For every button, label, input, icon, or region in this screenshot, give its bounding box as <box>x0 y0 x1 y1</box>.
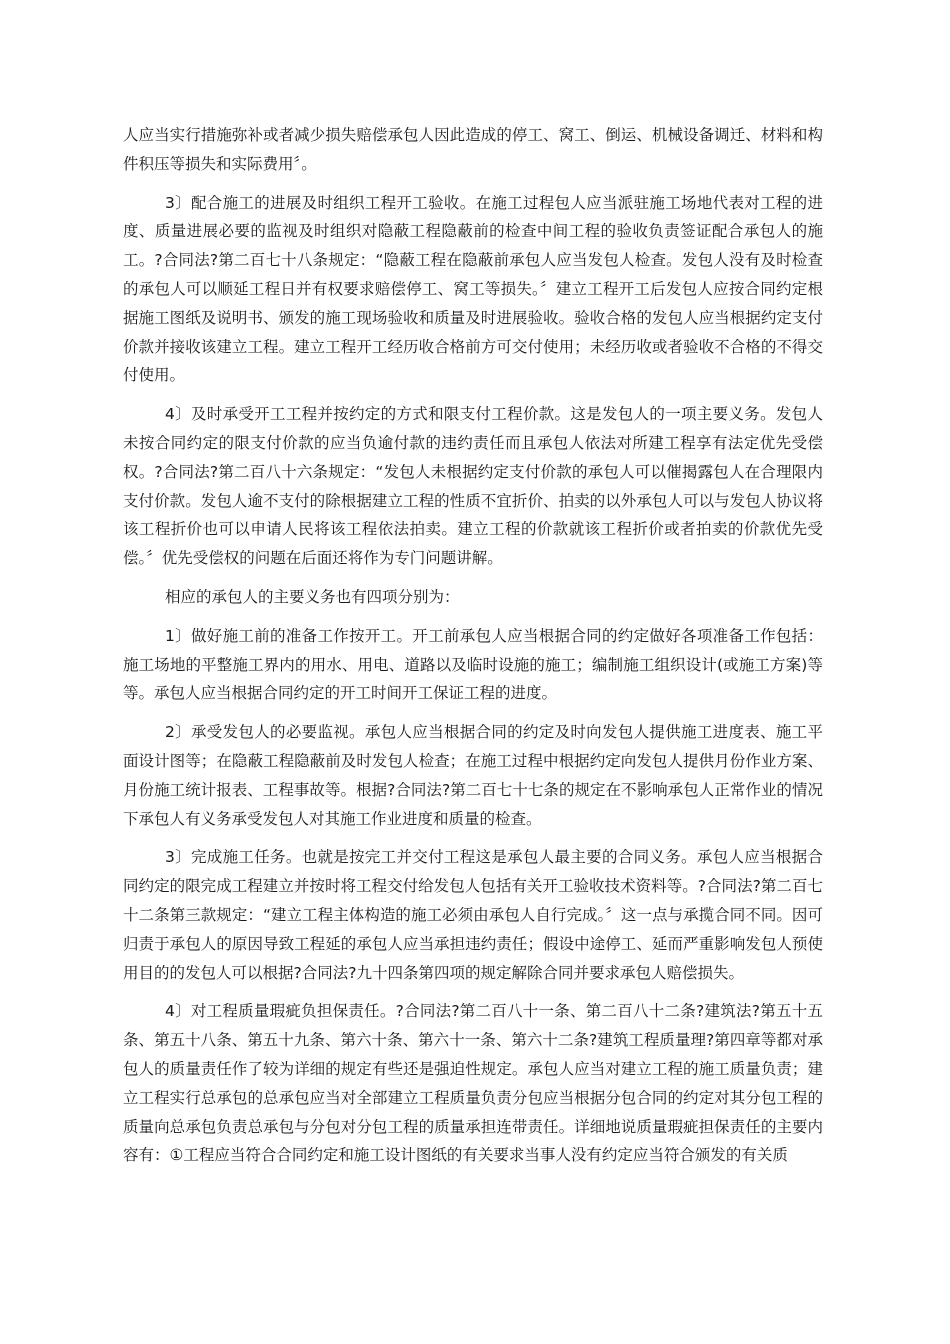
paragraph-item-3-contractor: 3〕完成施工任务。也就是按完工并交付工程这是承包人最主要的合同义务。承包人应当根据合同约定的限完成工程建立并按时将工程交付给发包人包括有关开工验收技术资料等。?合同法?第二百七十二条第三款规定：“建立工程主体构造的施工必须由承包人自行完成。〞这一点与承揽合同不同。因可归责于承包人的原因导致工程延的承包人应当承担违约责任；假设中途停工、延而严重影响发包人预使用目的的发包人可以根据?合同法?九十四条第四项的规定解除合同并要求承包人赔偿损失。 <box>123 848 823 982</box>
paragraph-item-3-employer: 3〕配合施工的进展及时组织工程开工验收。在施工过程包人应当派驻施工场地代表对工程的进度、质量进展必要的监视及时组织对隐蔽工程隐蔽前的检查中间工程的验收负责签证配合承包人的施工。?合同法?第二百七十八条规定：“隐蔽工程在隐蔽前承包人应当发包人检查。发包人没有及时检查的承包人可以顺延工程日并有权要求赔偿停工、窝工等损失。〞建立工程开工后发包人应按合同约定根据施工图纸及说明书、颁发的施工现场验收和质量及时进展验收。验收合格的发包人应当根据约定支付价款并接收该建立工程。建立工程开工经历收合格前方可交付使用；未经历收或者验收不合格的不得交付使用。 <box>123 193 823 385</box>
paragraph-continuation: 人应当实行措施弥补或者减少损失赔偿承包人因此造成的停工、窝工、倒运、机械设备调迁、材料和构件积压等损失和实际费用〞。 <box>123 126 823 173</box>
document-body <box>123 121 823 1180</box>
paragraph-item-2-contractor: 2〕承受发包人的必要监视。承包人应当根据合同的约定及时向发包人提供施工进度表、施工平面设计图等；在隐蔽工程隐蔽前及时发包人检查；在施工过程中根据约定向发包人提供月份作业方案、月份施工统计报表、工程事故等。根据?合同法?第二百七十七条的规定在不影响承包人正常作业的情况下承包人有义务承受发包人对其施工作业进度和质量的检查。 <box>123 723 823 828</box>
paragraph-item-1-contractor: 1〕做好施工前的准备工作按开工。开工前承包人应当根据合同的约定做好各项准备工作包括：施工场地的平整施工界内的用水、用电、道路以及临时设施的施工；编制施工组织设计(或施工方案)等等。承包人应当根据合同约定的开工时间开工保证工程的进度。 <box>123 626 823 703</box>
paragraph-item-4-contractor: 4〕对工程质量瑕疵负担保责任。?合同法?第二百八十一条、第二百八十二条?建筑法?第五十五条、第五十八条、第五十九条、第六十条、第六十一条、第六十二条?建筑工程质量理?第四章等都对承包人的质量责任作了较为详细的规定有些还是强迫性规定。承包人应当对建立工程的施工质量负责；建立工程实行总承包的总承包应当对全部建立工程质量负责分包应当根据分包合同的约定对其分包工程的质量向总承包负责总承包与分包对分包工程的质量承担连带责任。详细地说质量瑕疵担保责任的主要内容有：①工程应当符合合同约定和施工设计图纸的有关要求当事人没有约定应当符合颁发的有关质 <box>123 1002 823 1165</box>
paragraph-contractor-intro: 相应的承包人的主要义务也有四项分别为： <box>165 587 460 606</box>
paragraph-item-4-employer: 4〕及时承受开工工程并按约定的方式和限支付工程价款。这是发包人的一项主要义务。发包人未按合同约定的限支付价款的应当负逾付款的违约责任而且承包人依法对所建工程享有法定优先受偿权。?合同法?第二百八十六条规定：“发包人未根据约定支付价款的承包人可以催揭露包人在合理限内支付价款。发包人逾不支付的除根据建立工程的性质不宜折价、拍卖的以外承包人可以与发包人协议将该工程折价也可以申请人民将该工程依法拍卖。建立工程的价款就该工程折价或者拍卖的价款优先受偿。〞优先受偿权的问题在后面还将作为专门问题讲解。 <box>123 405 823 568</box>
